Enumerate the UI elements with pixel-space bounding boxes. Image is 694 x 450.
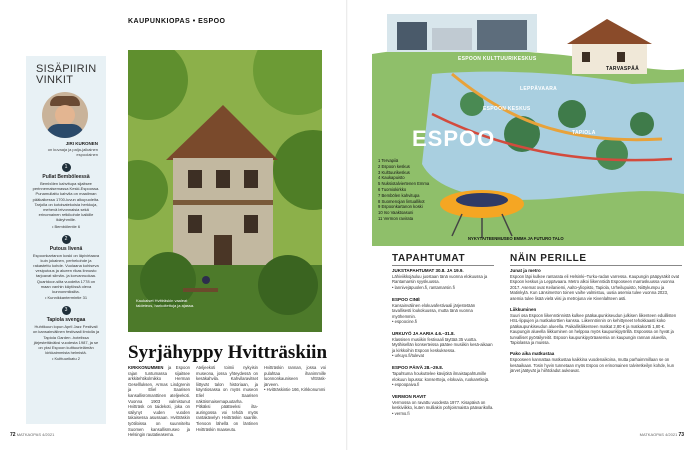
tip-address: • Kunnikkantermintie 31 [44,295,88,301]
event-link: • lannivejäpuolen.fi, rantamarsin.fi [392,284,455,290]
article-lead: KIRKKONUMMEN [128,365,164,370]
events-title: TAPAHTUMAT [392,253,466,264]
getting-there-item-body: Espooseen kannattaa matkustaa kaikkina vuodenaikoina, mutta parhaimmillaan se on kesäaikaan. Tosin hyvin tunnetaan myös Espoo on erinomainen talviretkeilyn kohde, kun järvet jäätyvät ja hiihtoladut aukeavat. [510,357,675,374]
event-item [392,297,494,324]
getting-there-item [510,268,682,301]
event-link: • urkuyo.fi/tulevat [392,353,424,359]
tip-number: 2 [62,235,71,244]
event-item [392,331,494,358]
photo-caption: Kaukaiset Hvitträskin vaaleat taideteos, harkoitettuja ja ajassa. [136,298,195,308]
insider-tips-sidebar [26,56,106,424]
tip-item [32,163,100,229]
legend-item: 8 Suomenojan lintuallikot [378,198,425,204]
event-link: • vermo.fi [392,410,410,416]
event-item [392,268,494,290]
legend-item: 1 Tervapiiä [378,158,399,163]
tip-body: Espoonkartanon koski on läpivirtaava kuin jokainen, perhekohde ja rakastettu kohde. Vuolaana kohiseva vesiputous ja alueen rikas linnusto tarjoavat silmän- ja korvanruokaa. Quartdoor-silta vuodelta 1778 on maan vanhin käytössä oleva kunnonmiksilta. [32,252,100,295]
author-name: JIRI KURONEN [65,141,98,146]
getting-there-title: NÄIN PERILLE [510,253,587,264]
folio-right [640,432,684,438]
getting-there-list [510,268,682,380]
page-number-left: 72 [10,432,16,438]
legend-item: 2 Espoon keskus [378,163,410,169]
tip-name: Tapiola svengaa [46,317,86,324]
map-label-leppavaara: LEPPÄVAARA [520,86,558,92]
tip-item [32,306,100,361]
article-col3-address: • Hvitträskintie 166, Kirkkonummi [264,387,326,393]
map-city-title: ESPOO [412,126,496,151]
map-label-cultural-centre: ESPOON KULTTUURIKESKUS [458,56,537,62]
tip-body: Huhtikuun lopun April Jazz Festivali on kansainvälinen festivaali ilmiolla ja Tapiola Garden -hotelissa järjestettäväksi vuodesta 1987, ja se on yksi Espoon kulttuurielämän kirkkaimmista helmistä. [32,324,100,356]
tip-address: • Bembölentie 6 [51,223,81,229]
hvittrask-photo [128,50,322,332]
tip-item [32,235,100,301]
legend-item: 4 Kaukapuisto [378,175,405,181]
legend-item: 6 Tuomiokirkko [378,186,407,192]
event-title: JUKSTAPAHTUMAT 30.8. JA 19.9. [392,268,464,273]
legend-item: 5 Nuksiotalviertenen Emma [378,181,430,187]
tip-address: • Kulttuurikatu 2 [51,356,81,362]
legend-item: 11 Vermon ravirata [378,215,414,221]
getting-there-item-body: Suuri osa Espoon liikennöinnistä kulkee pääkaupunkiseudun julkisen liikenteen eduillisten HSL-lippujen ja matkakorttien kanssa. Liikennöinnin on kehittyneet tehokkaasti koko pääkaupunkiseudun alueella. Paikallisliikenteen matkat 2,80 € ja matkakortti 1,80 €. Kaupungin alueella liikkuminen on helppoa myös kaupunkipyörillä. Espoossa on hyvät ja turvalliset pyöräilyreitit. Espoon kaupunkipyöräasemia on kaupungin rannan alueella, Tapiolassa ja muissa. [510,313,677,346]
folio-right-text: MATKAOPAS 4/2021 [639,432,678,437]
getting-there-item-body: Espoon läpi kulkee rantarata eli Helsinki–Turku-radan varressa. Kaupungin pääpysäkit ovat Espoon keskus ja Leppävaara. Metro alkoi liikennöidä Espooseen marraskuussa vuonna 2017. Asemat ovat Keilaniemi, Aalto-yliopisto, Tapiola, Urheilupuisto, Niittykumpu ja Matinkylä. Kun Länsimetron toinen vaihe valmistuu, uusia asemia tulee vuonna 2023, asemia tulee lisää vielä viisi ja metrojuna vie Kivenlahteen asti. [510,274,680,301]
event-body: Tapahtuma houkuttelee kävijöitä ilmaistapahtumille elokuun lopussa: konsertteja, elokuvia, ruokaretkejä. [392,371,490,382]
tip-name: Pullat Bemböleessä [42,174,90,180]
author-portrait [42,92,88,138]
article-col1-text: ja Espoon rajan tuntumassa sijaitsee arkkitehtikolmikko Herman Gesellluksen, Armas Lindgrenin ja Eliel Saarisen kansallisromanttinen ateljeekoti. Vuonna 1903 valmistunut Hvitträsk on taidekoti, joka on säilynyt vuden vuoden takaisessa asussaan. Hvitträskin työtiloissa on suunniteltu Suomen kansallismuseo ja Helsingin rautatieasema. [128,365,190,438]
article-column-3 [264,365,326,393]
event-body: Vermossa on ravattu vuodesta 1977. Kisapäivä on keskiviikko, kuten mulliakin pohjoismaista päävarikolla. [392,400,494,411]
event-item [392,365,494,387]
page-number-right: 73 [678,432,684,438]
event-body: Lähiviikkojäuluu juostaan tänä vuonna elokuussa ja Rantamarsin syyskuussa. [392,274,488,285]
sidebar-title-line2: VINKIT [36,74,74,86]
event-body: Kansainvälinen elokuvafestivaali järjestetään tavallisesti loukokuussa, mutta tänä vuonna myöhemmin. [392,302,476,319]
map-label-espoon-keskus: ESPOON KESKUS [483,106,531,112]
getting-there-item [510,307,682,345]
legend-item: 10 Iso Vaaktoasuni [378,210,414,216]
legend-item: 3 Kulttuurikeskus [378,169,410,175]
tip-number: 3 [62,306,71,315]
event-title: ESPOO PÄIVÄ 28.–29.8. [392,365,444,371]
event-item [392,394,494,416]
article-headline: Syrjähyppy Hvitträskiin [128,342,328,363]
legend-item: 9 Espoonkartanon koski [378,204,423,210]
getting-there-rule [510,265,682,266]
getting-there-item [510,351,682,373]
article-column-2 [196,365,258,432]
getting-there-item-title: Junat ja metro [510,268,541,273]
tip-body: Bembölen kahvitupa sijaitsee perinnemaisemassa Keski-Espoossa. Punamullattu kahvila on maailman pääkaikessa 1700-luvun alkupuolelta. Tarjolla on kotoisatekoisia herkkuja, mehevä leivonnaisia sekä erinomainen retkikohde kaikille ikäryhmille. [32,181,100,223]
map-legend [378,158,429,222]
event-title: VERMON RAVIT [392,394,427,400]
folio-left [10,432,54,438]
event-title: URKUYÖ JA AARIA 4.6.–31.8. [392,331,455,337]
legend-item: 7 Bembölen kahvitupa [378,192,420,198]
event-link: • espoopaiva.fi [392,382,420,388]
event-body: Klassisen musiikin festivaali täyttää 35 vuotta. Mytihisellän konserteissa päätee musiikin kesä-aikaan ja kirkkoihin Espoon keskuksessa. [392,337,493,353]
section-kicker: KAUPUNKIOPAS • ESPOO [128,18,226,25]
getting-there-item-title: Pako aika matkustaa [510,351,555,357]
article-column-1 [128,365,190,438]
folio-left-text: MATKAOPAS 4/2021 [16,432,55,437]
article-col3-text: Hvitträskin rannan, jossa voi pulahtaa ihanimmille luonnonkauniseen Vitträsk-järveen. [264,365,326,387]
spread-gutter [346,0,348,450]
map-label-tarvaspaa: TARVASPÄÄ [606,66,639,72]
article-col2-text: Ateljeekoti toimii nykyisin museona, jossa yhteydessä on kesäkahvila. Kahvilaravitset liittyvät talon historiaan, ja käyntiosassa on myös museon Eliel Saarisen näköismaisemapuutarha. Pitkäksi päätteeksi ilta-auringossa voi tehdä myös rantakävelyn Hvitträskin saarille. Tienoon lähellä on läntinen Hvitträskin maaseutu. [196,365,258,432]
events-list [392,268,494,423]
map-note: NYKYTAITEENMUSEO EMMA JA FUTURO TALO [468,236,564,241]
sidebar-title-line1: SISÄPIIRIN [36,63,97,75]
events-rule [392,265,494,266]
event-link: • espoocine.fi [392,319,417,325]
tip-name: Putous livenä [49,245,83,252]
getting-there-item-title: Liikkuminen [510,307,537,313]
map-label-tapiola: TAPIOLA [572,130,596,136]
tip-number: 1 [62,163,71,172]
event-title: ESPOO CINÉ [392,296,421,302]
author-role: on kuvaaja ja palja-jalkainen espoolainen [47,147,98,157]
